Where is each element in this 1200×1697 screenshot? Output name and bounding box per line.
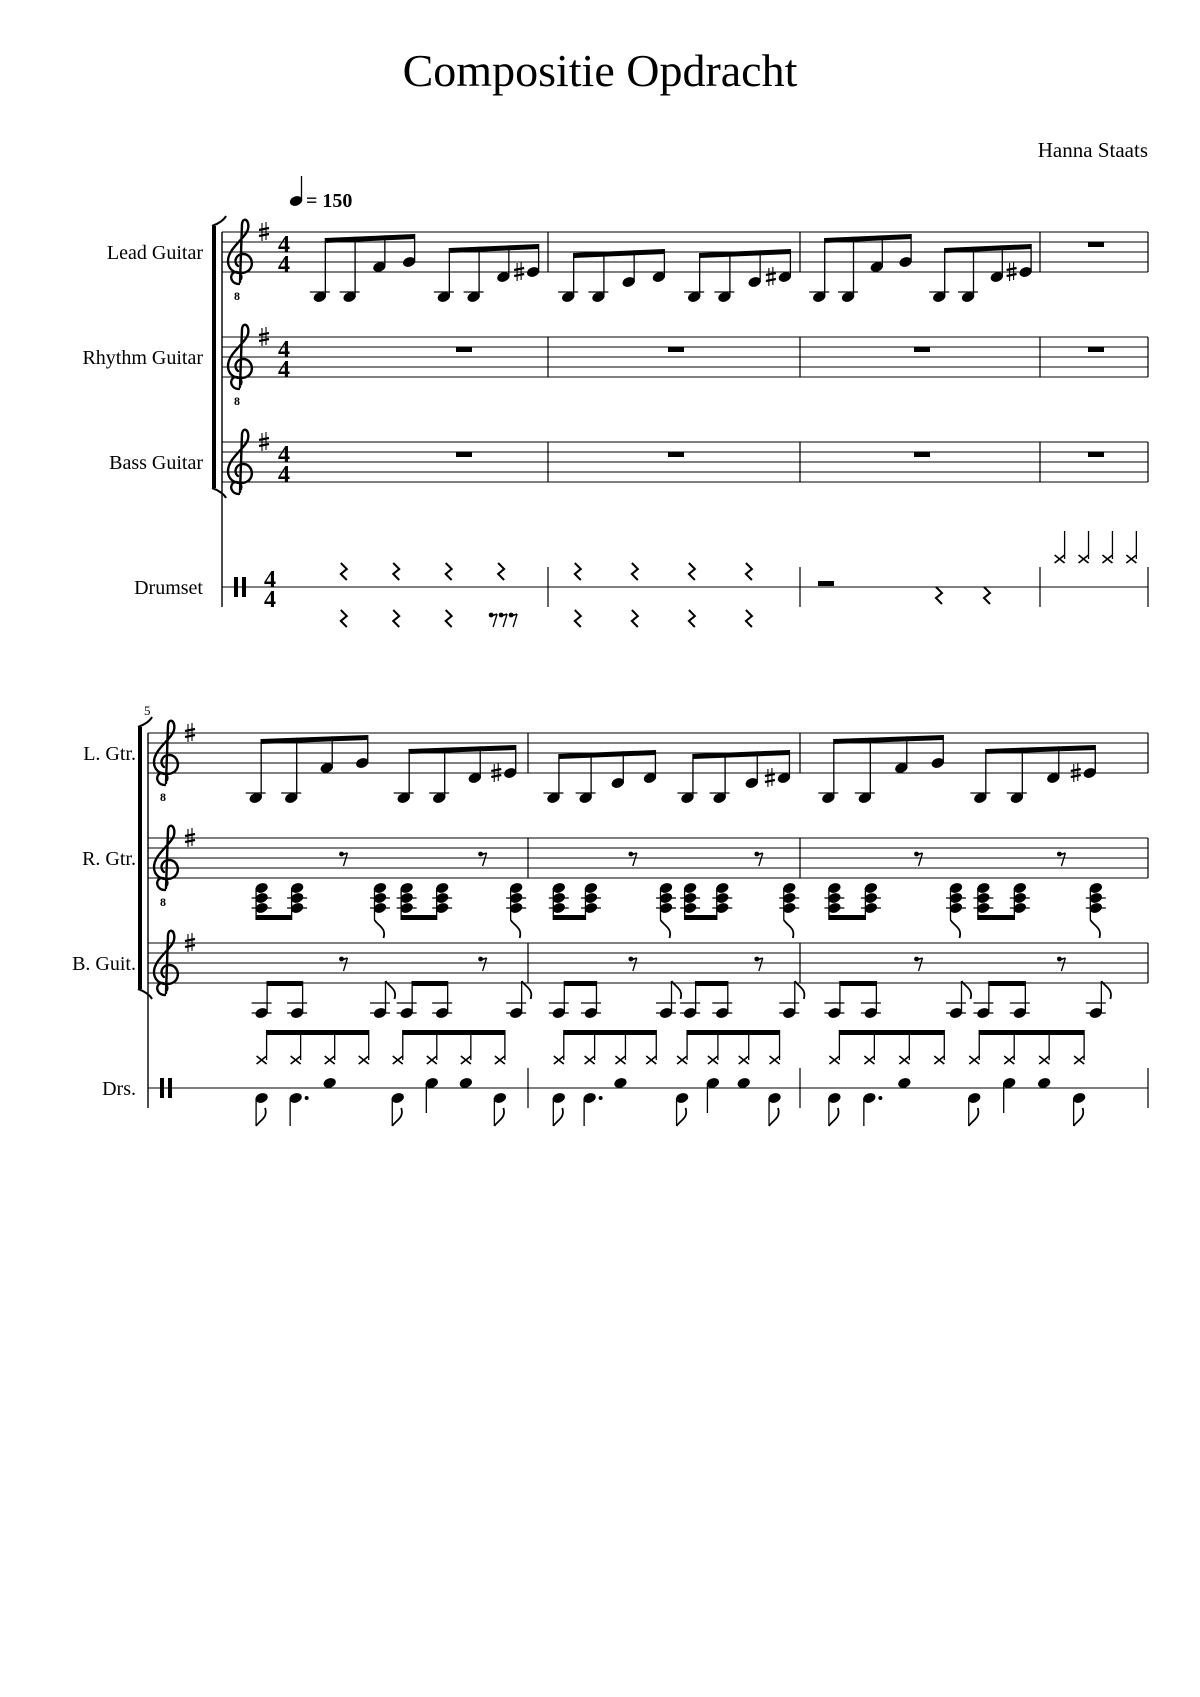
cross-notehead [554,1056,564,1064]
chord-group [973,882,1029,920]
octave-eight-mark: 8 [160,895,166,909]
cross-notehead [585,1056,595,1064]
beamed-group [929,244,1033,303]
cross-notehead [325,1056,335,1064]
beam [978,915,1014,920]
cross-notehead [1039,1056,1049,1064]
quarter-rest [632,610,638,627]
sharp-icon [766,267,776,286]
cross-notehead [359,1056,369,1064]
tempo-marking [289,176,353,212]
whole-rest [914,347,930,352]
percussion-clef-bar [242,577,246,597]
beam [267,1030,369,1035]
quarter-rest [936,587,942,604]
quarter-rest [746,563,752,580]
sharp-stroke [259,339,269,341]
eighth-rest [914,957,922,971]
eighth-rest [1057,852,1065,866]
beam [401,915,437,920]
eighth-rest [509,613,517,627]
cross-notehead [864,1056,874,1064]
sharp-stroke [1071,775,1081,777]
chord-group [680,882,732,920]
bracket-end [212,216,226,226]
sharp-stroke [1007,268,1017,270]
staff-b-guit- [72,931,1148,995]
whole-rest [456,347,472,352]
quarter-rest [393,610,399,627]
whole-rest [1088,452,1104,457]
octave-eight-mark: 8 [160,790,166,804]
lead-guitar-notes [310,234,1104,303]
beam [553,915,585,920]
quarter-rest [341,563,347,580]
sharp-stroke [259,438,269,440]
rhythm-guitar-notes [252,852,1106,938]
sharp-stroke [185,834,195,836]
system-2 [72,703,1148,1126]
beamed-group [394,745,518,804]
percussion-clef-bar [160,1078,164,1098]
cross-notehead [461,1056,471,1064]
staff-label: Drumset [134,577,203,599]
eighth-rest [628,852,636,866]
octave-eight-mark: 8 [234,394,240,408]
sharp-stroke [765,780,775,782]
note-flag [677,1108,687,1126]
cross-notehead [427,1056,437,1064]
beam [840,981,876,986]
sharp-stroke [185,840,195,842]
chord-group [506,882,526,920]
half-rest [818,581,834,586]
beam [700,249,791,258]
quarter-rest [984,587,990,604]
sharp-stroke [1007,274,1017,276]
time-signature-denominator: 4 [264,587,276,613]
note-flag [256,1108,266,1126]
time-signature [278,337,290,383]
beamed-group [310,234,417,303]
quarter-rest [393,563,399,580]
sharp-stroke [185,729,195,731]
dot [305,1096,309,1100]
note-flag [494,1108,504,1126]
staff-l-gtr- [83,721,1148,804]
note-flag [969,1108,979,1126]
beam [267,981,303,986]
sharp-stroke [766,279,776,281]
cross-notehead [969,1056,979,1064]
time-signature-denominator: 4 [278,462,290,488]
eighth-rest [754,957,762,971]
time-signature-denominator: 4 [278,252,290,278]
beam [685,915,717,920]
cross-notehead [615,1056,625,1064]
note-flag [672,981,682,999]
whole-rest [1088,347,1104,352]
staff-label: Drs. [102,1078,136,1100]
note-flag [511,920,521,938]
sharp-icon [765,768,775,787]
beam [564,981,596,986]
time-signature-denominator: 4 [278,357,290,383]
staff-label: L. Gtr. [83,743,136,765]
beam [829,915,865,920]
sharp-stroke [259,228,269,230]
dot [878,1096,882,1100]
beam [412,981,448,986]
eighth-rest [339,852,347,866]
whole-rest [914,452,930,457]
time-signature [278,232,290,278]
quarter-rest [446,610,452,627]
chord-group [779,882,799,920]
note-flag [522,981,532,999]
eighth-rest [489,613,497,627]
sharp-stroke [185,939,195,941]
drum-notes [254,1030,1087,1126]
percussion-clef-bar [168,1078,172,1098]
eighth-rest [339,957,347,971]
bracket-end [212,488,226,498]
cross-notehead [257,1056,267,1064]
eighth-rest [1057,957,1065,971]
cross-notehead [1079,555,1089,563]
cross-notehead [1074,1056,1084,1064]
beam [403,1030,505,1035]
measure-number: 5 [144,703,151,718]
sharp-stroke [1071,769,1081,771]
chord-group [370,882,390,920]
sharp-stroke [766,273,776,275]
cross-notehead [677,1056,687,1064]
beamed-group [677,750,791,804]
beamed-group [970,745,1097,804]
quarter-rest [575,610,581,627]
staff-bracket [138,727,142,989]
cross-notehead [829,1056,839,1064]
staff-label: Rhythm Guitar [82,347,203,369]
drum-notes [341,531,1137,627]
staff-label: Bass Guitar [109,452,203,474]
cross-notehead [1055,555,1065,563]
sharp-stroke [259,444,269,446]
lead-guitar-notes [246,735,1098,804]
staff-bass-guitar [109,430,1148,494]
eighth-rest [478,852,486,866]
beamed-group [818,735,945,804]
beamed-group [558,249,666,303]
sharp-stroke [259,234,269,236]
time-signature [278,442,290,488]
tempo-value: = 150 [306,190,353,212]
cross-notehead [708,1056,718,1064]
bracket-end [138,989,152,999]
staff-rhythm-guitar [82,325,1148,408]
quarter-rest [746,610,752,627]
chord-group [549,882,601,920]
beam [696,981,728,986]
quarter-rest [689,563,695,580]
eighth-rest [754,852,762,866]
beam [839,1030,944,1035]
whole-rest [456,452,472,457]
sharp-stroke [185,735,195,737]
whole-rest [668,347,684,352]
note-flag [769,1108,779,1126]
chord-group [946,882,966,920]
staff-label: B. Guit. [72,953,136,975]
chord-group [656,882,676,920]
time-signature-numerator: 4 [278,337,290,363]
beam [989,981,1025,986]
system-1 [82,176,1148,627]
cross-notehead [770,1056,780,1064]
chord-group [252,882,308,920]
chord-group [824,882,880,920]
beam [979,1030,1084,1035]
quarter-rest [632,563,638,580]
staff-lead-guitar [107,220,1148,303]
cross-notehead [646,1056,656,1064]
staff-label: Lead Guitar [106,242,203,264]
time-signature-numerator: 4 [278,232,290,258]
beamed-group [543,750,657,804]
beam [559,750,655,759]
cross-notehead [495,1056,505,1064]
beam [256,915,292,920]
sharp-stroke [514,268,524,270]
sharp-stroke [491,775,501,777]
note-flag [1101,981,1111,999]
note-flag [553,1108,563,1126]
cross-notehead [291,1056,301,1064]
score-title: Compositie Opdracht [402,45,798,96]
note-flag [386,981,396,999]
beamed-group [246,735,370,804]
sharp-stroke [514,274,524,276]
note-flag [795,981,805,999]
percussion-clef-bar [234,577,238,597]
beamed-group [809,234,913,303]
note-flag [829,1108,839,1126]
bracket-end [138,717,152,727]
note-flag [784,920,794,938]
quarter-rest [575,563,581,580]
sharp-stroke [185,945,195,947]
time-signature-numerator: 4 [278,442,290,468]
chord-group [397,882,453,920]
note-flag [1090,920,1100,938]
eighth-rest [628,957,636,971]
dot [599,1096,603,1100]
staff-drumset [134,567,1148,613]
beam [574,249,665,258]
chord-group [1086,882,1106,920]
sharp-stroke [491,769,501,771]
quarter-rest [689,610,695,627]
bass-guitar-notes [252,957,1111,1020]
note-flag [962,981,972,999]
eighth-rest [478,957,486,971]
beamed-group [684,249,792,303]
quarter-rest [341,610,347,627]
beam [564,1030,656,1035]
composer-name: Hanna Staats [1037,138,1148,162]
note-flag [1074,1108,1084,1126]
cross-notehead [1102,555,1112,563]
eighth-rest [914,852,922,866]
note-flag [392,1108,402,1126]
cross-notehead [1126,555,1136,563]
whole-rest [668,452,684,457]
quarter-rest [446,563,452,580]
sharp-stroke [259,333,269,335]
beam [693,750,789,759]
cross-notehead [393,1056,403,1064]
note-flag [661,920,671,938]
cross-notehead [899,1056,909,1064]
note-flag [951,920,961,938]
time-signature [264,567,276,613]
beam [687,1030,779,1035]
sharp-stroke [765,774,775,776]
cross-notehead [934,1056,944,1064]
note-flag [375,920,385,938]
whole-rest [1088,242,1104,247]
staff-label: R. Gtr. [82,848,136,870]
cross-notehead [1004,1056,1014,1064]
beamed-group [434,244,541,303]
cross-notehead [739,1056,749,1064]
octave-eight-mark: 8 [234,289,240,303]
quarter-rest [498,563,504,580]
staff-bracket [212,226,216,488]
time-signature-numerator: 4 [264,567,276,593]
eighth-rest [499,613,507,627]
